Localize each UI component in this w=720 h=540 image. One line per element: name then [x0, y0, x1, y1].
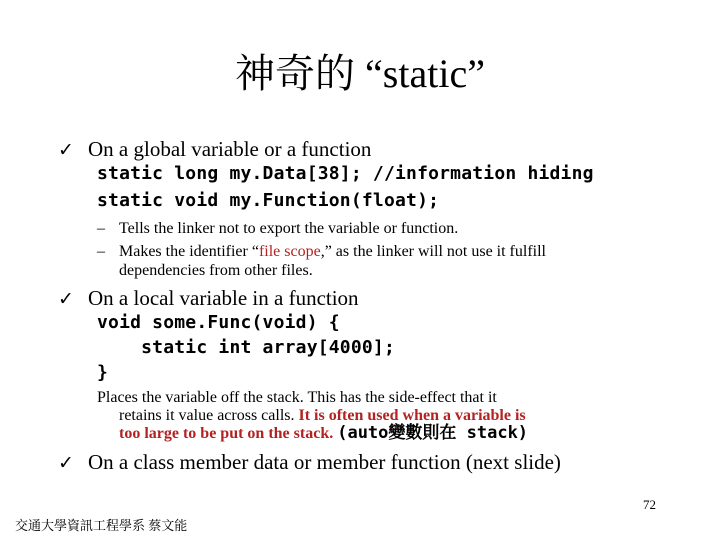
bullet-text: On a local variable in a function	[88, 286, 359, 310]
note-emphasis: too large to be put on the stack.	[119, 425, 334, 442]
code-line: static int array[4000];	[97, 337, 395, 358]
code-line: void some.Func(void) {	[97, 312, 340, 333]
bullet-global	[58, 136, 371, 163]
sub-item	[97, 242, 546, 261]
note-plain: retains it value across calls.	[119, 407, 299, 424]
checkmark-icon: ✓	[58, 139, 74, 161]
dash-marker: –	[97, 243, 105, 260]
note-auto-mono: (auto變數則在 stack)	[337, 423, 529, 443]
footer-credit: 交通大學資訊工程學系 蔡文能	[15, 518, 188, 533]
note-emphasis: It is often used when a variable is	[298, 407, 526, 424]
sub-item-text-pre: Makes the identifier “	[119, 243, 259, 260]
sub-item-text-post: ,” as the linker will not use it fulfill	[320, 243, 546, 260]
dash-marker: –	[97, 220, 105, 237]
sub-item	[97, 219, 458, 238]
code-line: }	[97, 362, 109, 383]
bullet-text: On a global variable or a function	[88, 137, 372, 161]
bullet-local	[58, 285, 359, 312]
checkmark-icon: ✓	[58, 452, 74, 474]
bullet-text: On a class member data or member function (next slide)	[88, 450, 561, 474]
sub-item-text: Tells the linker not to export the variable or function.	[119, 220, 459, 237]
sub-item-continuation: dependencies from other files.	[119, 262, 313, 279]
note-line	[119, 424, 528, 443]
page-number: 72	[643, 497, 656, 512]
file-scope-highlight: file scope	[258, 243, 321, 260]
bullet-class	[58, 449, 561, 476]
code-line: static long my.Data[38]; //information hiding	[97, 163, 594, 184]
slide-title: 神奇的 “static”	[235, 51, 485, 96]
note-line: Places the variable off the stack. This has the side-effect that it	[97, 389, 497, 406]
checkmark-icon: ✓	[58, 288, 74, 310]
code-line: static void my.Function(float);	[97, 190, 440, 211]
